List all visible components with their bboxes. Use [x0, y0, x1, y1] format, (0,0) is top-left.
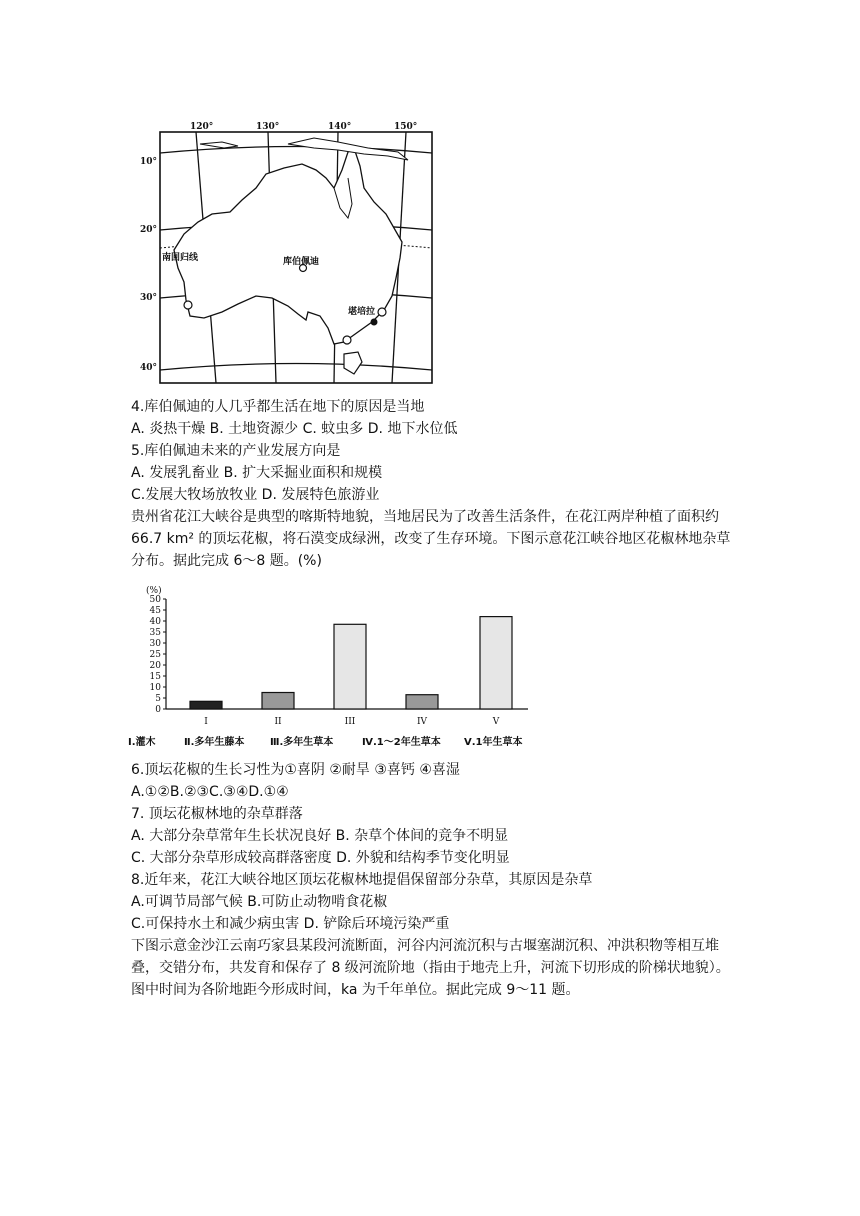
x-tick-label: I: [204, 717, 208, 727]
questions-part1: [131, 396, 751, 572]
x-tick-label: IV: [416, 717, 428, 727]
lon-label-130: 130°: [256, 122, 280, 132]
melbourne-marker: [343, 336, 351, 344]
lat-label-20: 20°: [140, 225, 158, 235]
q8-stem: 8.近年来，花江大峡谷地区顶坛花椒林地提倡保留部分杂草，其原因是杂草: [131, 872, 593, 888]
y-tick-label: 40: [149, 617, 161, 627]
lon-label-150: 150°: [394, 122, 418, 132]
q4-stem: 4.库伯佩迪的人几乎都生活在地下的原因是当地: [131, 399, 425, 415]
q5-options-cd: C.发展大牧场放牧业 D. 发展特色旅游业: [131, 487, 380, 503]
lat-label-10: 10°: [140, 157, 158, 167]
legend-entry: Ⅳ.1～2年生草本: [362, 737, 441, 748]
questions-part2: [131, 759, 751, 1001]
lat-label-30: 30°: [140, 293, 158, 303]
y-tick-label: 5: [155, 694, 161, 704]
tropic-label: 南回归线: [162, 253, 199, 263]
y-tick-label: 20: [149, 661, 161, 671]
y-tick-label: 35: [149, 628, 161, 638]
australia-map: [138, 118, 438, 388]
passage-huajiang: 贵州省花江大峡谷是典型的喀斯特地貌，当地居民为了改善生活条件，在花江两岸种植了面积约 66.7 km² 的顶坛花椒，将石漠变成绿洲，改变了生存环境。下图示意花江峡谷地区花椒林地杂草分布。据此完成 6～8 题。(%): [131, 509, 731, 569]
q7-options-cd: C. 大部分杂草形成较高群落密度 D. 外貌和结构季节变化明显: [131, 850, 510, 866]
y-tick-label: 25: [149, 650, 161, 660]
x-tick-label: III: [344, 717, 356, 727]
y-tick-label: 10: [149, 683, 161, 693]
bar-I: [190, 701, 222, 709]
q8-options-ab: A.可调节局部气候 B.可防止动物啃食花椒: [131, 894, 388, 910]
x-tick-label: V: [492, 717, 500, 727]
q8-options-cd: C.可保持水土和减少病虫害 D. 铲除后环境污染严重: [131, 916, 450, 932]
legend-entry: Ⅱ.多年生藤本: [184, 737, 245, 748]
lon-label-120: 120°: [190, 122, 214, 132]
canberra-label: 堪培拉: [348, 307, 376, 317]
sydney-marker: [378, 308, 386, 316]
passage-jinsha: 下图示意金沙江云南巧家县某段河流断面，河谷内河流沉积与古堰塞湖沉积、冲洪积物等相互堆叠，交错分布，共发育和保存了 8 级河流阶地（指由于地壳上升，河流下切形成的阶梯状地貌）。图中时间为各阶地距今形成时间，ka 为千年单位。据此完成 9～11 题。: [131, 938, 730, 998]
lat-label-40: 40°: [140, 363, 158, 373]
coober-pedy-label: 库伯佩迪: [283, 257, 320, 267]
chart-ylabel: (%): [146, 586, 162, 596]
legend-entry: Ⅰ.灌木: [128, 737, 156, 748]
lon-label-140: 140°: [328, 122, 352, 132]
q7-stem: 7. 顶坛花椒林地的杂草群落: [131, 806, 303, 822]
q7-options-ab: A. 大部分杂草常年生长状况良好 B. 杂草个体间的竞争不明显: [131, 828, 509, 844]
q6-stem: 6.顶坛花椒的生长习性为①喜阴 ②耐旱 ③喜钙 ④喜湿: [131, 762, 460, 778]
weed-distribution-chart: [128, 583, 568, 753]
bar-III: [334, 624, 366, 709]
bar-V: [480, 617, 512, 709]
y-tick-label: 50: [149, 595, 161, 605]
perth-marker: [184, 301, 192, 309]
bar-IV: [406, 695, 438, 709]
y-tick-label: 45: [149, 606, 161, 616]
q6-options: A.①②B.②③C.③④D.①④: [131, 784, 289, 800]
legend-entry: Ⅴ.1年生草本: [464, 737, 523, 748]
q5-options-ab: A. 发展乳畜业 B. 扩大采掘业面积和规模: [131, 465, 383, 481]
q4-options: A. 炎热干燥 B. 土地资源少 C. 蚊虫多 D. 地下水位低: [131, 421, 458, 437]
legend-entry: Ⅲ.多年生草本: [270, 737, 334, 748]
canberra-marker: [371, 319, 377, 325]
q5-stem: 5.库伯佩迪未来的产业发展方向是: [131, 443, 341, 459]
y-tick-label: 30: [149, 639, 161, 649]
y-tick-label: 15: [149, 672, 161, 682]
y-tick-label: 0: [155, 705, 161, 715]
x-tick-label: II: [274, 717, 282, 727]
bar-II: [262, 693, 294, 710]
